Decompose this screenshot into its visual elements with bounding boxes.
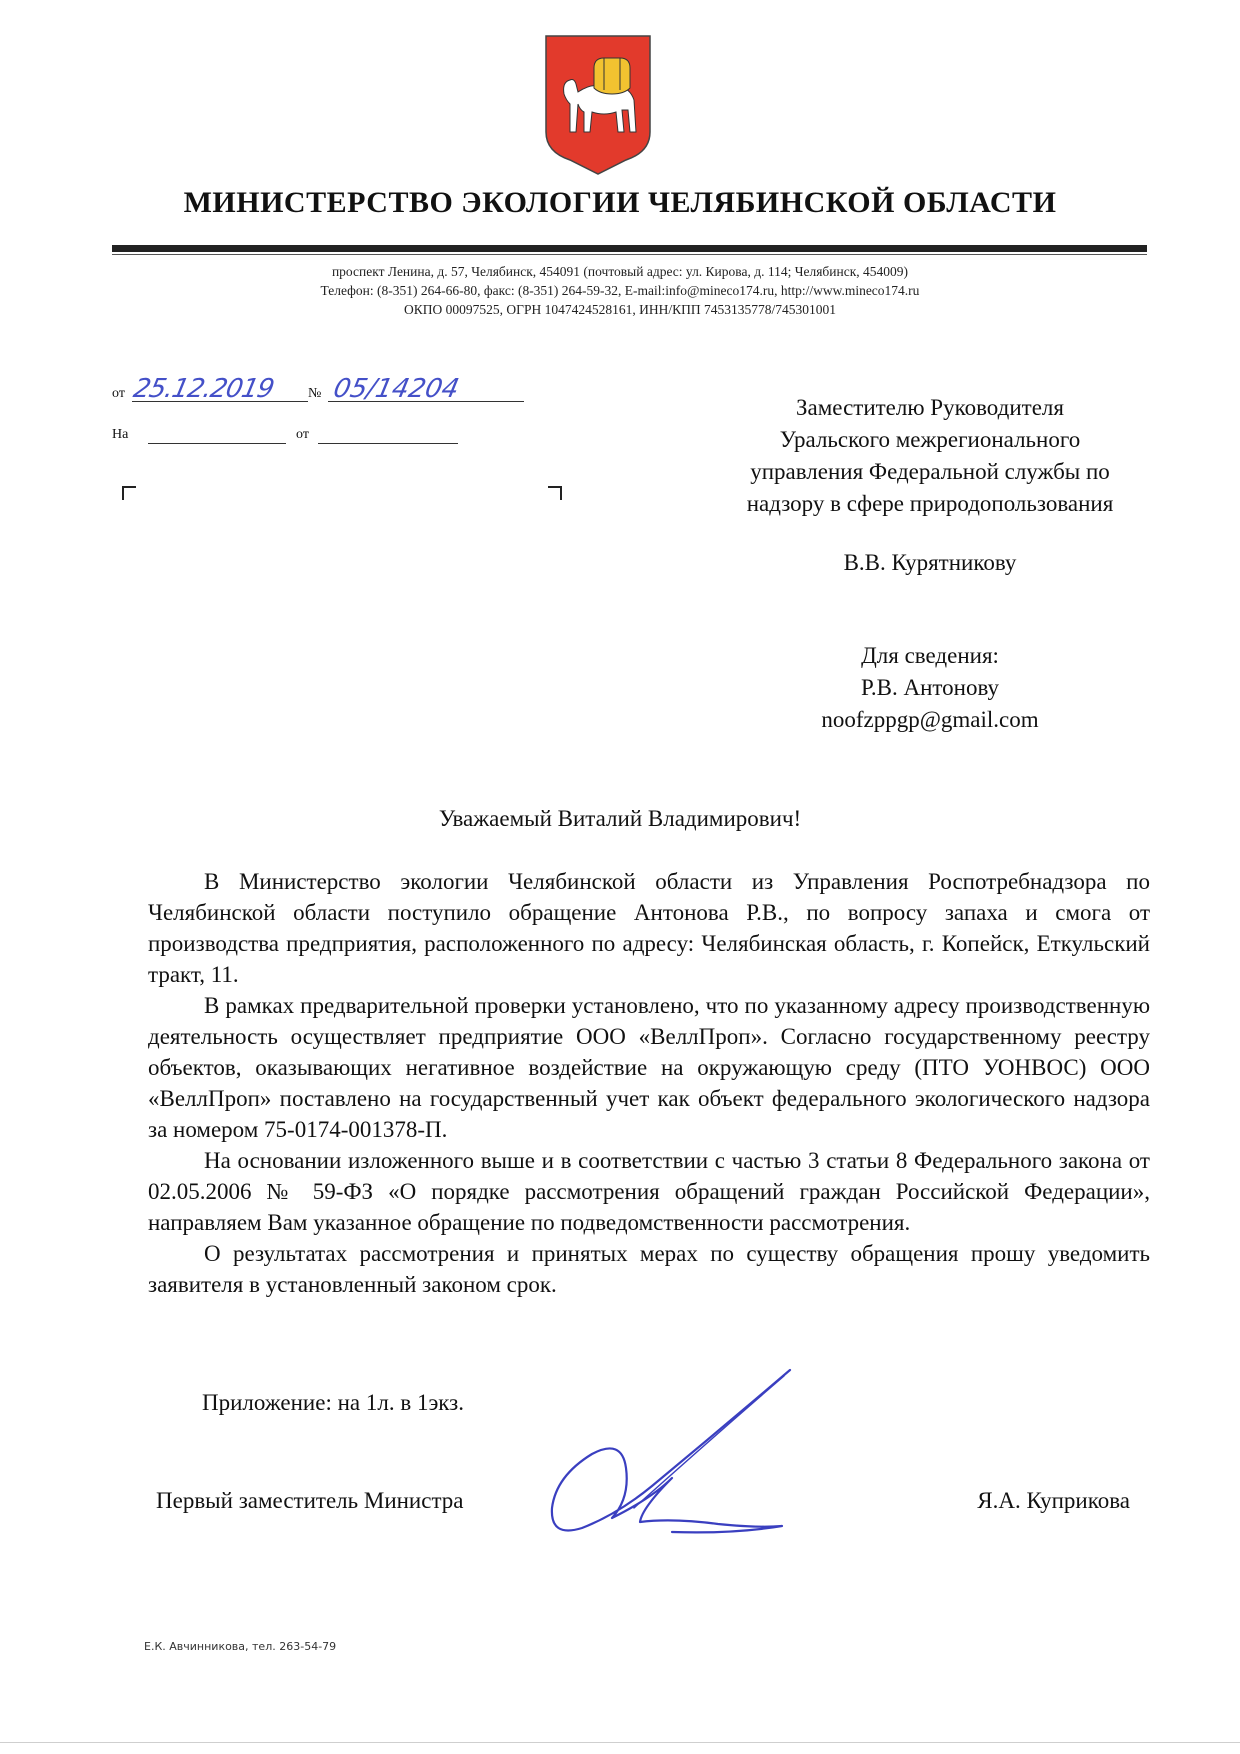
- body-paragraph: О результатах рассмотрения и принятых мерах по существу обращения прошу уведомить заявителя в установленный законом срок.: [148, 1241, 1150, 1297]
- body-paragraph: В рамках предварительной проверки установлено, что по указанному адресу производственную деятельность осуществляет предприятие ООО «ВеллПроп». Согласно государственному реестру объектов, оказывающих негативное воздействие на окружающую среду (ПТО УОНВОС) ООО «ВеллПроп» поставлено на государственный учет как объект федерального экологического надзора за номером 75-0174-001378-П.: [148, 993, 1150, 1142]
- cc-label: Для сведения:: [861, 643, 999, 668]
- header-rule: [112, 245, 1147, 252]
- attachment-note: Приложение: на 1л. в 1экз.: [202, 1390, 465, 1415]
- reply-date-blank: [318, 442, 458, 444]
- cc-name: Р.В. Антонову: [860, 675, 1000, 700]
- contact-phone: Телефон: (8-351) 264-66-80, факс: (8-351) 264-59-32, E-mail:info@mineco174.ru, http://www.mineco174.ru: [320, 283, 920, 298]
- subject-corner-left: [122, 486, 136, 500]
- reply-reference-line: [112, 427, 552, 447]
- registration-number-label: №: [308, 386, 322, 401]
- signer-title: Первый заместитель Министра: [156, 1488, 464, 1513]
- subject-corner-right: [548, 486, 562, 500]
- addressee-block: [700, 392, 1160, 520]
- reply-na-label: На: [112, 427, 129, 442]
- reply-ot-label: от: [296, 427, 309, 442]
- registration-date: 25.12.2019: [130, 374, 277, 404]
- handwritten-signature-icon: [522, 1358, 822, 1558]
- executor-contact: Е.К. Авчинникова, тел. 263-54-79: [144, 1640, 337, 1653]
- addressee-name: В.В. Курятникову: [843, 550, 1017, 575]
- body-paragraph: В Министерство экологии Челябинской области из Управления Роспотребнадзора по Челябинской области поступило обращение Антонова Р.В., по вопросу запаха и смога от производства предприятия, расположенного по адресу: Челябинская область, г. Копейск, Еткульский тракт, 11.: [148, 869, 1150, 987]
- ministry-title: МИНИСТЕРСТВО ЭКОЛОГИИ ЧЕЛЯБИНСКОЙ ОБЛАСТИ: [183, 186, 1057, 219]
- contact-registry-codes: ОКПО 00097525, ОГРН 1047424528161, ИНН/КПП 7453135778/745301001: [404, 302, 836, 317]
- cc-block: [700, 640, 1160, 736]
- page-bottom-edge: [0, 1742, 1240, 1743]
- registration-date-label: от: [112, 386, 125, 401]
- registration-line: [112, 374, 542, 408]
- addressee-line: управления Федеральной службы по: [750, 459, 1110, 484]
- addressee-line: Уральского межрегионального: [779, 427, 1081, 452]
- body-paragraph: На основании изложенного выше и в соответствии с частью 3 статьи 8 Федерального закона от 02.05.2006 № 59-ФЗ «О порядке рассмотрения обращений граждан Российской Федерации», направляем Вам указанное обращение по подведомственности рассмотрения.: [148, 1148, 1150, 1235]
- cc-email: noofzppgp@gmail.com: [821, 707, 1039, 732]
- coat-of-arms-icon: [538, 28, 658, 178]
- signer-name: Я.А. Куприкова: [977, 1488, 1130, 1513]
- contact-address: проспект Ленина, д. 57, Челябинск, 454091 (почтовый адрес: ул. Кирова, д. 114; Челябинск, 454009): [331, 264, 909, 279]
- header-rule-thin: [112, 254, 1147, 255]
- reply-number-blank: [148, 442, 286, 444]
- letter-body: [148, 866, 1150, 1300]
- addressee-line: надзору в сфере природопользования: [746, 491, 1114, 516]
- addressee-line: Заместителю Руководителя: [796, 395, 1064, 420]
- salutation: Уважаемый Виталий Владимирович!: [438, 806, 802, 831]
- registration-number: 05/14204: [330, 374, 462, 404]
